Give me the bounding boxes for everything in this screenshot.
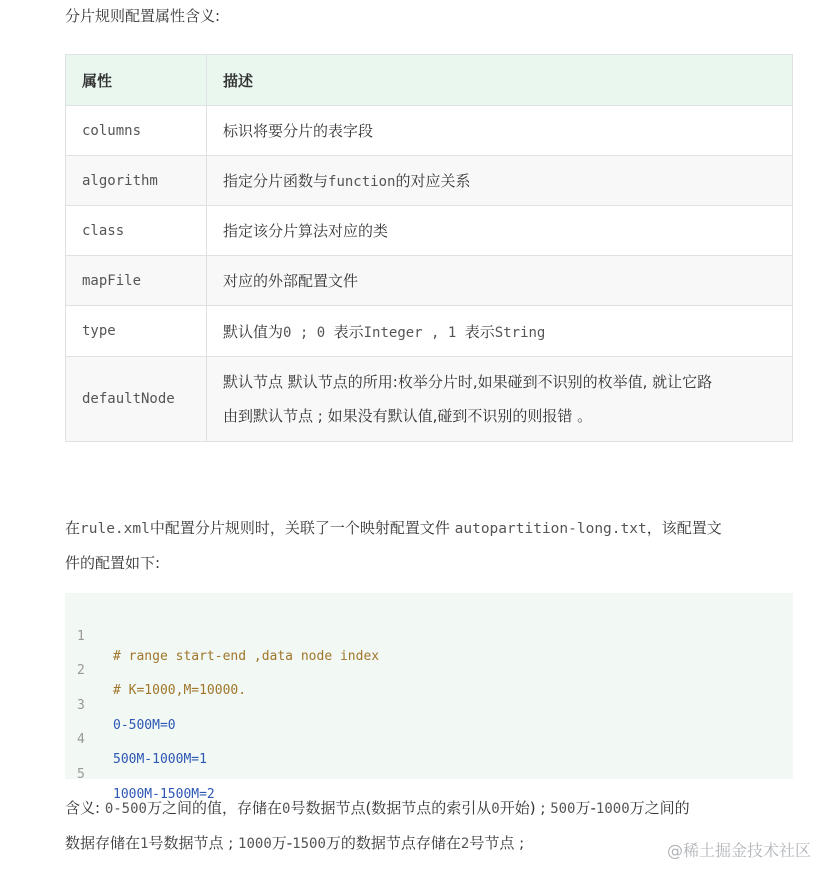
inline-code: autopartition-long.txt (454, 521, 647, 537)
code-text: # K=1000,M=10000. (113, 683, 247, 698)
line-number: 4 (77, 732, 85, 747)
attr-cell: mapFile (66, 256, 207, 306)
attr-cell: class (66, 206, 207, 256)
desc-cell: 对应的外部配置文件 (207, 256, 793, 306)
table-row (66, 256, 793, 306)
meaning-paragraph: 含义: 0-500万之间的值，存储在0号数据节点(数据节点的索引从0开始) ; 500万-1000万之间的 数据存储在1号数据节点 ; 1000万-1500万的数据节点存储在2号节点 ; (65, 799, 690, 852)
line-number: 2 (77, 663, 85, 678)
table-header-row (66, 55, 793, 106)
attr-cell: algorithm (66, 156, 207, 206)
table-header-desc: 描述 (207, 55, 793, 106)
line-number: 3 (77, 698, 85, 713)
table-row (66, 206, 793, 256)
table-row (66, 106, 793, 156)
code-line (65, 607, 380, 664)
attr-cell: columns (66, 106, 207, 156)
table-header-attr: 属性 (66, 55, 207, 106)
attr-cell: defaultNode (66, 357, 207, 442)
config-paragraph: 在rule.xml中配置分片规则时，关联了一个映射配置文件 autopartition-long.txt，该配置文 件的配置如下: (65, 519, 722, 572)
line-number: 1 (77, 629, 85, 644)
table-row (66, 156, 793, 206)
table-row (66, 357, 793, 442)
code-text: 0-500M=0 (113, 718, 176, 733)
attr-cell: type (66, 306, 207, 357)
line-number: 5 (77, 767, 85, 782)
desc-cell: 默认值为0 ; 0 表示Integer , 1 表示String (207, 306, 793, 357)
desc-cell: 指定分片函数与function的对应关系 (207, 156, 793, 206)
attribute-table (65, 54, 793, 442)
intro-text: 分片规则配置属性含义: (65, 7, 221, 25)
code-line (65, 676, 176, 733)
inline-code: rule.xml (80, 521, 150, 537)
desc-cell: 标识将要分片的表字段 (207, 106, 793, 156)
desc-cell: 指定该分片算法对应的类 (207, 206, 793, 256)
code-text: # range start-end ,data node index (113, 649, 380, 664)
desc-cell: 默认节点 默认节点的所用:枚举分片时,如果碰到不识别的枚举值, 就让它路 由到默认节点 ; 如果没有默认值,碰到不识别的则报错 。 (207, 357, 793, 442)
code-text: 500M-1000M=1 (113, 752, 207, 767)
watermark: @稀土掘金技术社区 (666, 841, 811, 860)
code-text: 1000M-1500M=2 (113, 787, 215, 802)
code-block (65, 593, 793, 802)
table-row (66, 306, 793, 357)
